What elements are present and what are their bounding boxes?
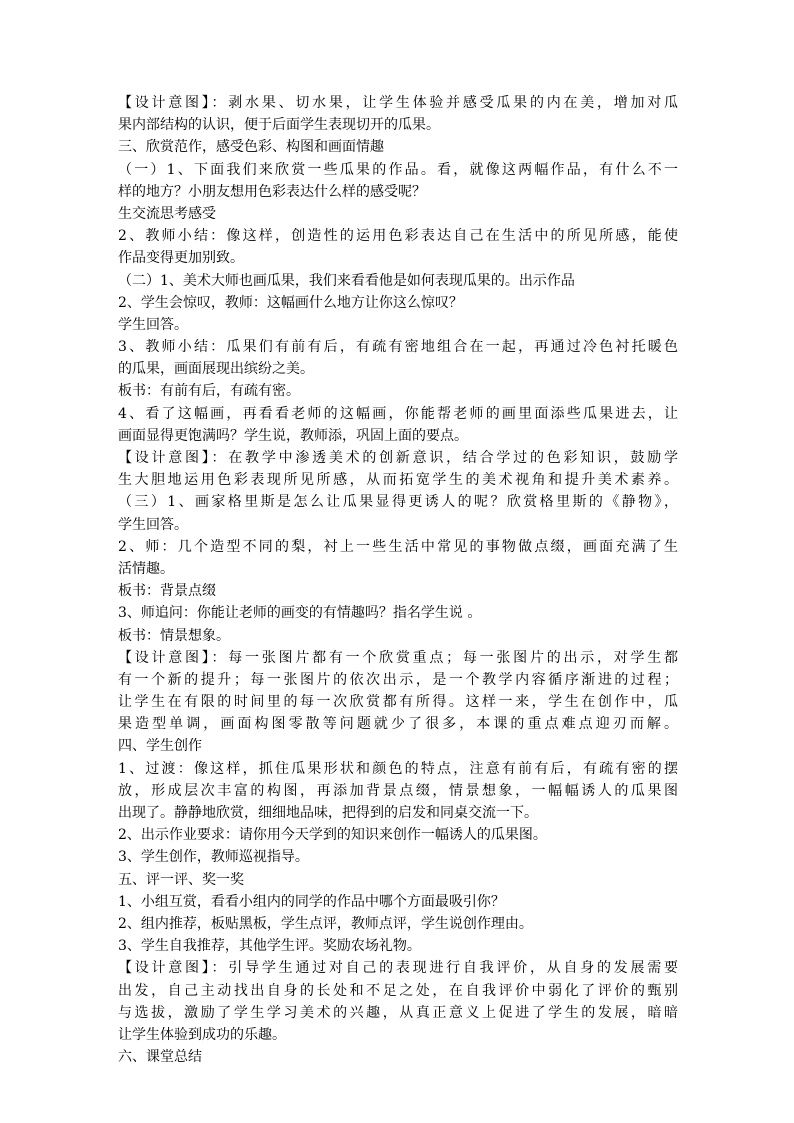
text-line: 作品变得更加别致。	[118, 250, 244, 267]
text-line: 果造型单调，画面构图零散等问题就少了很多，本课的重点难点迎刃而解。	[118, 716, 678, 733]
text-line: 果内部结构的认识，便于后面学生表现切开的瓜果。	[118, 117, 440, 134]
text-line: 【设计意图】：每一张图片都有一个欣赏重点；每一张图片的出示，对学生都	[118, 649, 678, 666]
text-line: 学生回答。	[118, 316, 188, 333]
text-line: 样的地方？小朋友想用色彩表达什么样的感受呢？	[118, 183, 426, 200]
text-line: 3、师追问：你能让老师的画变的有情趣吗？指名学生说 。	[118, 605, 482, 622]
text-line: （一）1、下面我们来欣赏一些瓜果的作品。看，就像这两幅作品，有什么不一	[118, 161, 678, 178]
text-line: 放，形成层次丰富的构图，再添加背景点缀，情景想象，一幅幅诱人的瓜果图	[118, 782, 678, 799]
text-line: （二）1、美术大师也画瓜果，我们来看看他是如何表现瓜果的。出示作品	[118, 272, 575, 289]
text-line: 板书：情景想象。	[118, 627, 230, 644]
document-page	[118, 92, 678, 1068]
text-line: 的瓜果，画面展现出缤纷之美。	[118, 361, 314, 378]
text-line: 五、评一评、奖一奖	[118, 871, 244, 888]
text-line: 让学生体验到成功的乐趣。	[118, 1026, 286, 1043]
text-line: 四、学生创作	[118, 738, 202, 755]
text-line: 学生回答。	[118, 516, 188, 533]
text-line: 画面显得更饱满吗？学生说，教师添，巩固上面的要点。	[118, 427, 468, 444]
text-line: 板书：有前有后，有疏有密。	[118, 383, 300, 400]
text-line: 1、小组互赏，看看小组内的同学的作品中哪个方面最吸引你？	[118, 893, 505, 910]
text-line: （三）1、画家格里斯是怎么让瓜果显得更诱人的呢？欣赏格里斯的《静物》，	[118, 494, 678, 511]
text-line: 与选拔，激励了学生学习美术的兴趣，从真正意义上促进了学生的发展，暗暗	[118, 1004, 678, 1021]
text-line: 2、出示作业要求：请你用今天学到的知识来创作一幅诱人的瓜果图。	[118, 827, 547, 844]
text-line: 【设计意图】：在教学中渗透美术的创新意识，结合学过的色彩知识，鼓励学	[118, 450, 678, 466]
text-line: 2、组内推荐，板贴黑板，学生点评，教师点评，学生说创作理由。	[118, 915, 533, 932]
text-line: 出现了。静静地欣赏，细细地品味，把得到的启发和同桌交流一下。	[118, 805, 538, 821]
text-line: 4、看了这幅画，再看看老师的这幅画，你能帮老师的画里面添些瓜果进去，让	[118, 405, 678, 422]
text-line: 3、学生创作，教师巡视指导。	[118, 849, 309, 866]
text-line: 1、过渡：像这样，抓住瓜果形状和颜色的特点，注意有前有后，有疏有密的摆	[118, 760, 678, 777]
text-line: 2、学生会惊叹，教师：这幅画什么地方让你这么惊叹？	[118, 294, 463, 311]
text-line: 出发，自己主动找出自身的长处和不足之处，在自我评价中弱化了评价的甄别	[118, 982, 678, 999]
text-line: 3、学生自我推荐，其他学生评。奖励农场礼物。	[118, 938, 421, 955]
text-line: 板书：背景点缀	[118, 583, 216, 600]
text-line: 让学生在有限的时间里的每一次欣赏都有所得。这样一来，学生在创作中，瓜	[118, 694, 678, 711]
text-line: 六、课堂总结	[118, 1049, 202, 1066]
text-line: 2、师：几个造型不同的梨，衬上一些生活中常见的事物做点缀，画面充满了生	[118, 538, 678, 555]
text-line: 生交流思考感受	[118, 205, 216, 222]
text-line: 3、教师小结：瓜果们有前有后，有疏有密地组合在一起，再通过冷色衬托暖色	[118, 339, 678, 356]
text-line: 【设计意图】：剥水果、切水果，让学生体验并感受瓜果的内在美，增加对瓜	[118, 95, 678, 111]
text-line: 2、教师小结：像这样，创造性的运用色彩表达自己在生活中的所见所感，能使	[118, 228, 678, 245]
text-line: 【设计意图】：引导学生通过对自己的表现进行自我评价，从自身的发展需要	[118, 960, 678, 977]
text-line: 有一个新的提升；每一张图片的依次出示，是一个教学内容循序渐进的过程；	[118, 671, 678, 688]
text-line: 生大胆地运用色彩表现所见所感，从而拓宽学生的美术视角和提升美术素养。	[118, 472, 678, 489]
text-line: 活情趣。	[118, 560, 174, 577]
text-line: 三、欣赏范作，感受色彩、构图和画面情趣	[118, 139, 384, 156]
